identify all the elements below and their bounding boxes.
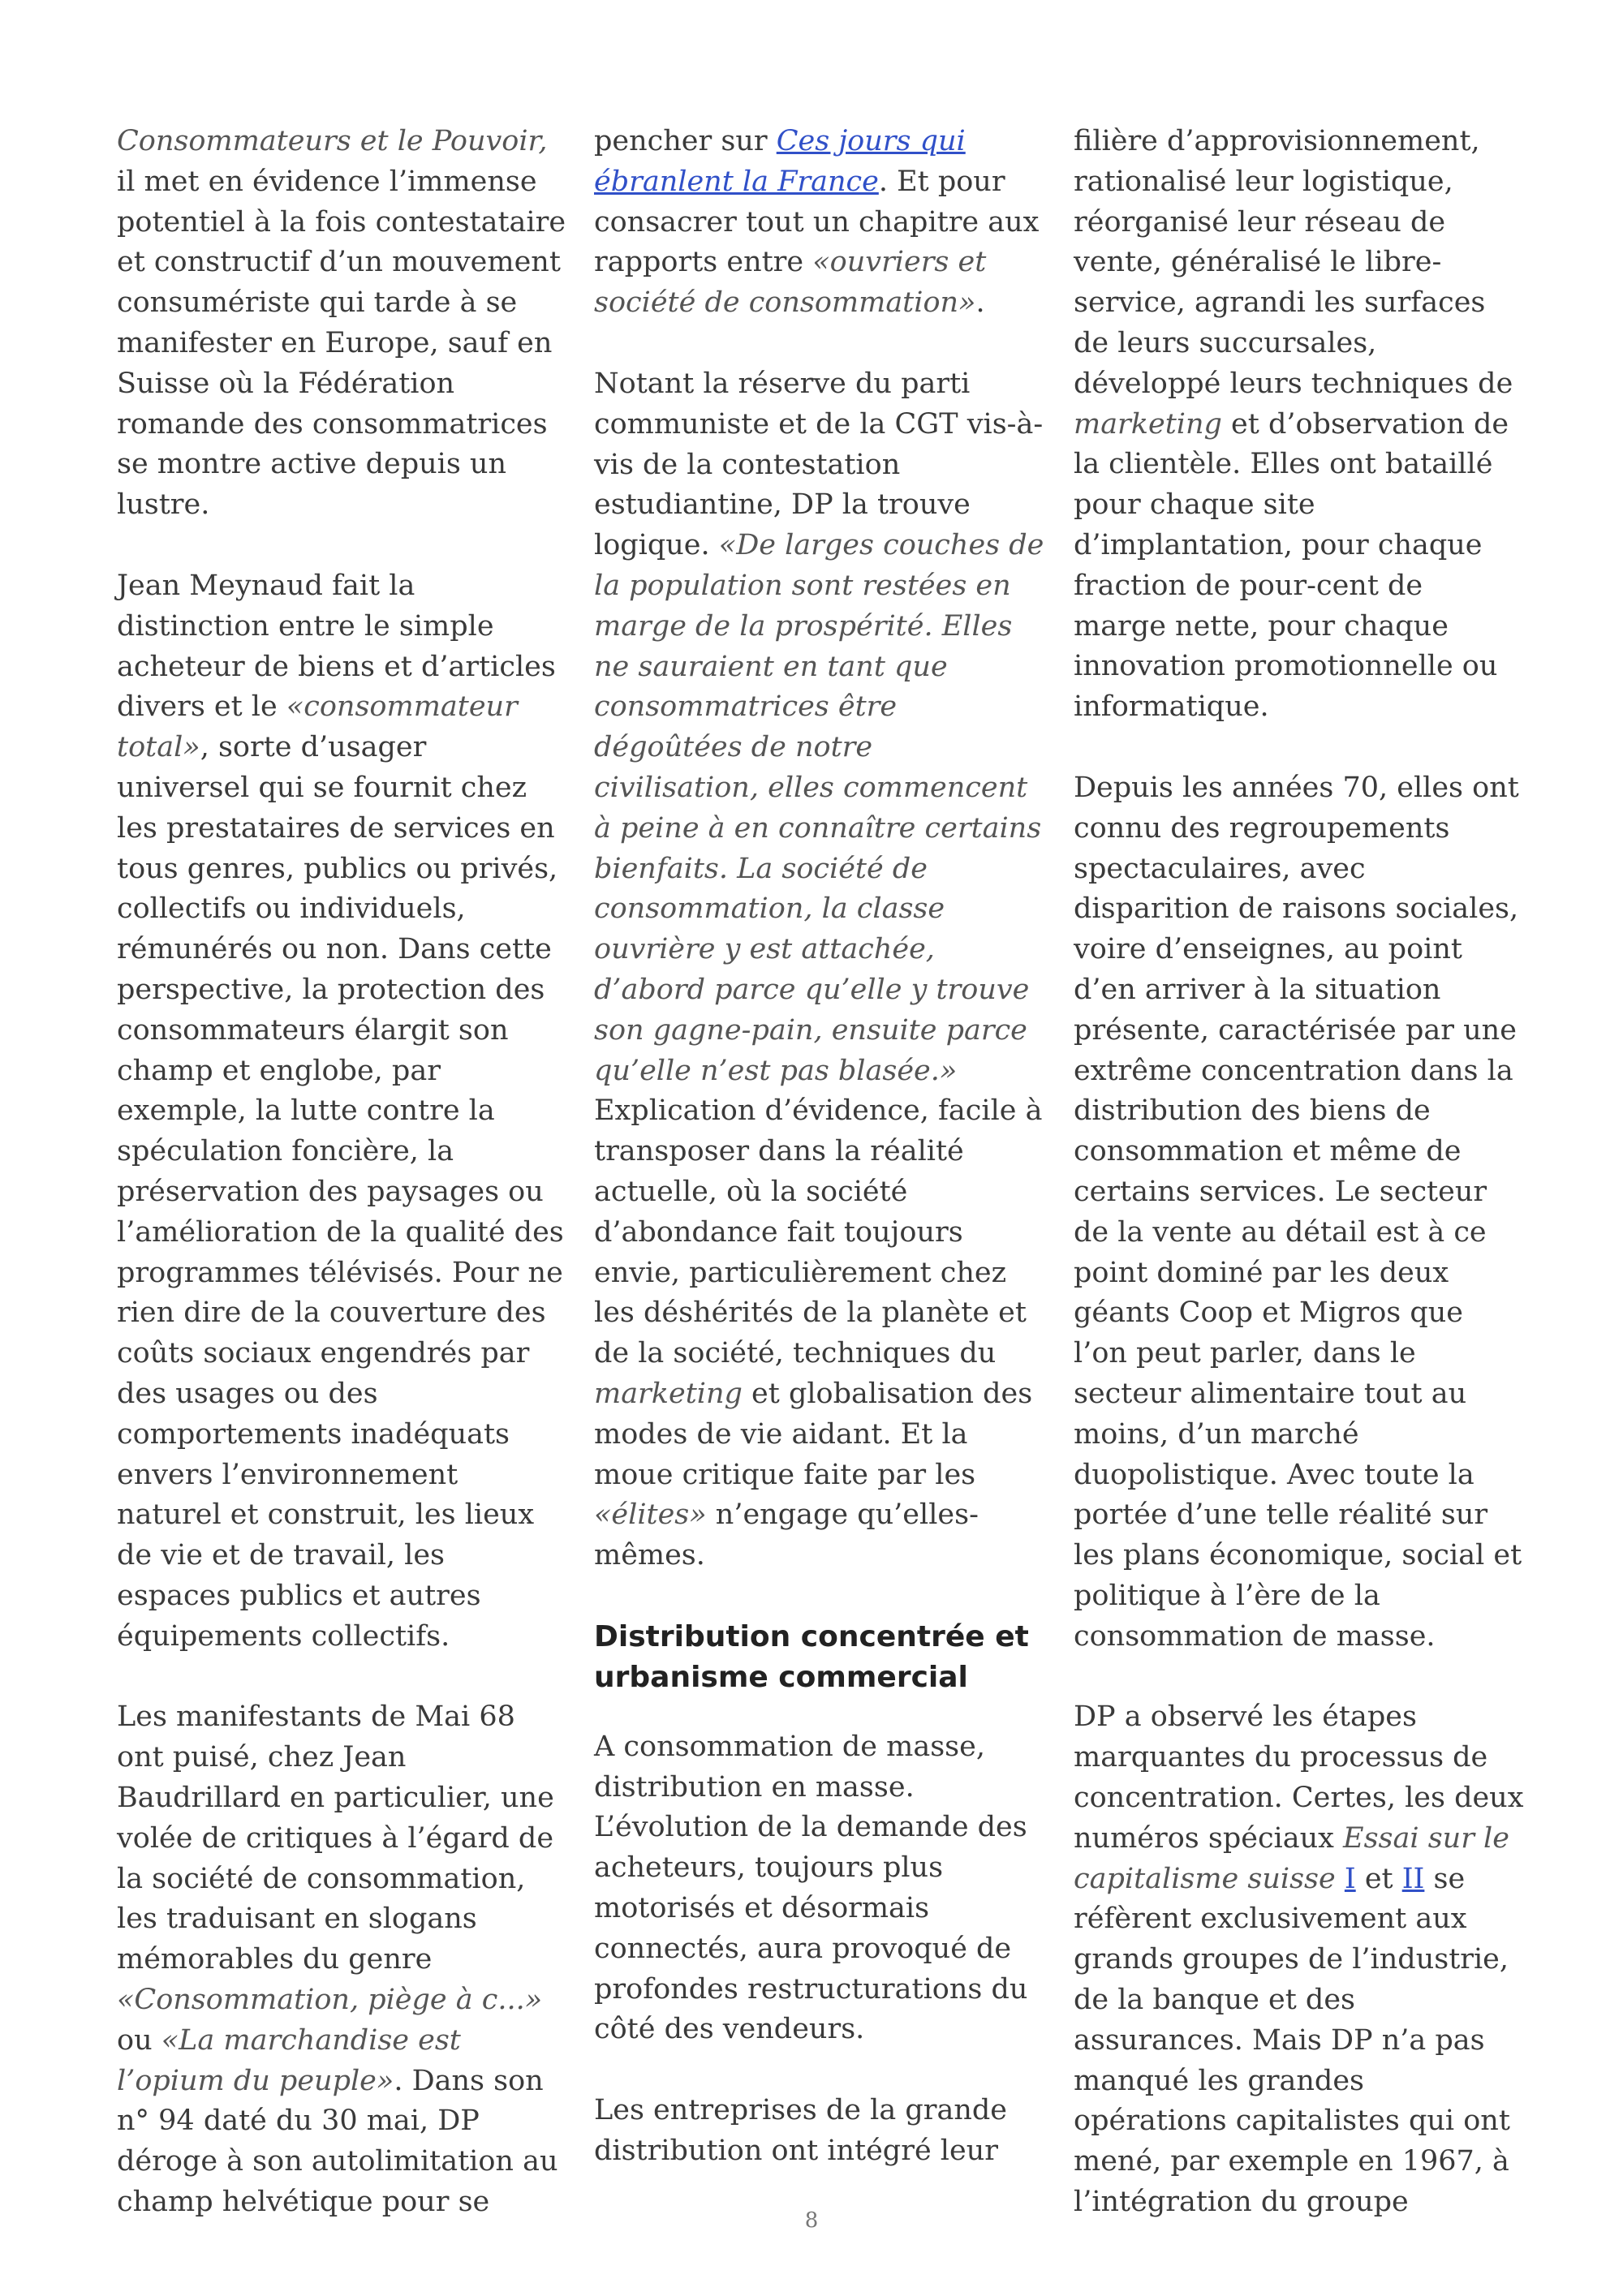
text-run: Jean Meynaud fait la distinction entre le simple acheteur de biens et d’articles divers et le [117,569,556,724]
paragraph [594,364,1044,1576]
issue-link-1[interactable]: I [1344,1862,1356,1895]
paragraph [117,122,567,526]
italic-text: «ouvriers et société de consommation» [594,246,987,320]
text-run: pencher sur [594,125,777,157]
italic-text: Consommateurs et le Pouvoir, [117,125,548,157]
italic-quote: «De larges couches de la population sont restées en marge de la prospérité. Elles ne sauraient en tant que consommatrices être dégoûtées de notre civilisation, elles commencent à peine à en connaître certains bienfaits. La société de consommation, la classe ouvrière y est attachée, d’abord parce qu’elle y trouve son gagne-pain, ensuite parce qu’elle n’est pas blasée.» [594,529,1044,1087]
paragraph [117,1697,567,2222]
text-run: Notant la réserve du parti communiste et de la CGT vis-à-vis de la contestation estudiantine, DP la trouve logique. [594,367,1044,562]
italic-text: «élites» [594,1498,707,1532]
paragraph: Depuis les années 70, elles ont connu des regroupements spectaculaires, avec disparition de raisons sociales, voire d’enseignes, au point d’en arriver à la situation présente, caractérisée par une extrême concentration dans la distribution des biens de consommation et même de certains services. Le secteur de la vente au détail est à ce point dominé par les deux géants Coop et Migros que l’on peut parler, dans le secteur alimentaire tout au moins, d’un marché duopolistique. Avec toute la portée d’une telle réalité sur les plans économique, social et politique à l’ère de la consommation de masse. [1074,771,1522,1653]
paragraph [1074,1697,1524,2222]
italic-text: «La marchandise est l’opium du peuple» [117,2023,461,2097]
text-run: . Dans son n° 94 daté du 30 mai, DP déroge à son autolimitation au champ helvétique pour se [117,2064,558,2219]
text-run: et globalisation des modes de vie aidant. Et la moue critique faite par les [594,1377,1033,1491]
text-run: se réfèrent exclusivement aux grands groupes de l’industrie, de la banque et des assurances. Mais DP n’a pas manqué les grandes opérations capitalistes qui ont mené, par exemple en 1967, à l’intégration du groupe [1074,1862,1510,2219]
text-run: . Et pour consacrer tout un chapitre aux rapports entre [594,165,1040,279]
paragraph [1074,122,1524,728]
text-run: et [1355,1862,1402,1895]
text-column-1 [117,122,567,2264]
text-run: ou [117,2023,161,2057]
text-run: et d’observation de la clientèle. Elles ont bataillé pour chaque site d’implantation, pour chaque fraction de pour-cent de marge nette, pour chaque innovation promotionnelle ou informatique. [1074,407,1509,724]
section-heading: Distribution concentrée et urbanisme commercial [594,1619,1029,1694]
paragraph: Les entreprises de la grande distribution ont intégré leur [594,2094,1007,2168]
italic-text: marketing [594,1377,743,1410]
text-run: filière d’approvisionnement, rationalisé leur logistique, réorganisé leur réseau de vente, généralisé le libre-service, agrandi les surfaces de leurs succursales, développé leurs techniques de [1074,125,1513,400]
paragraph [117,566,567,1658]
text-column-2 [594,122,1044,2212]
paragraph [594,122,1044,324]
text-run: il met en évidence l’immense potentiel à la fois contestataire et constructif d’un mouvement consumériste qui tarde à se manifester en Europe, sauf en Suisse où la Fédération romande des consommatrices se montre active depuis un lustre. [117,165,566,522]
italic-text: Essai sur le capitalisme suisse [1074,1821,1509,1895]
italic-text: marketing [1074,407,1222,441]
text-run: , sorte d’usager universel qui se fournit chez les prestataires de services en tous genres, publics ou privés, collectifs ou individuels, rémunérés ou non. Dans cette perspective, la protection des consommateurs élargit son champ et englobe, par exemple, la lutte contre la spéculation foncière, la préservation des paysages ou l’amélioration de la qualité des programmes télévisés. Pour ne rien dire de la couverture des coûts sociaux engendrés par des usages ou des comportements inadéquats envers l’environnement naturel et construit, les lieux de vie et de travail, les espaces publics et autres équipements collectifs. [117,731,564,1653]
issue-link-2[interactable]: II [1401,1862,1425,1895]
text-run: Les manifestants de Mai 68 ont puisé, chez Jean Baudrillard en particulier, une volée de critiques à l’égard de la société de consommation, les traduisant en slogans mémorables du genre [117,1701,554,1976]
text-run: DP a observé les étapes marquantes du processus de concentration. Certes, les deux numéros spéciaux [1074,1701,1524,1855]
text-run: Explication d’évidence, facile à transposer dans la réalité actuelle, où la société d’abondance fait toujours envie, particulièrement chez les déshérités de la planète et de la société, techniques du [594,1094,1043,1370]
italic-text: «Consommation, piège à c...» [117,1984,543,2017]
italic-text: «consommateur total» [117,690,518,764]
page-number: 8 [804,2208,819,2233]
text-run: n’engage qu’elles-mêmes. [594,1498,979,1572]
paragraph: A consommation de masse, distribution en masse. L’évolution de la demande des acheteurs, toujours plus motorisés et désormais connectés, aura provoqué de profondes restructurations du côté des vendeurs. [594,1730,1028,2046]
article-link[interactable]: Ces jours qui ébranlent la France [594,125,966,198]
text-column-3 [1074,122,1524,2264]
text-run: . [975,286,985,320]
